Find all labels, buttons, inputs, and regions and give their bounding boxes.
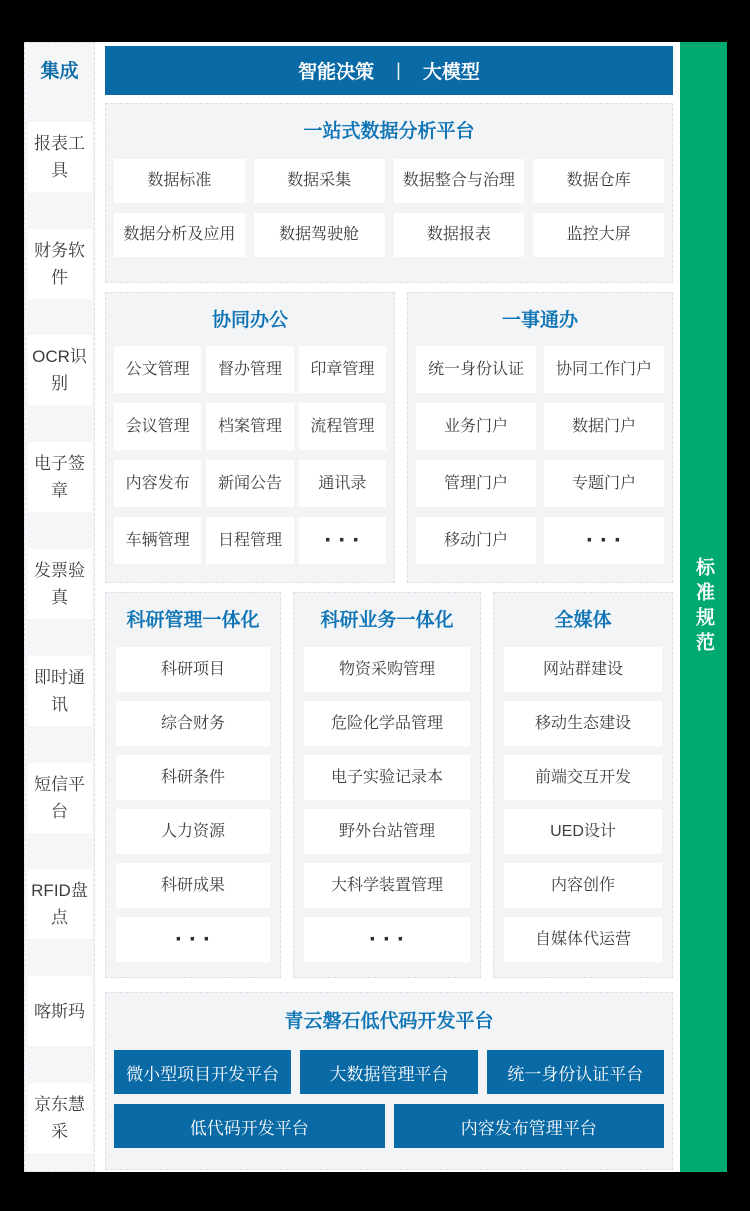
list-item: 网站群建设 <box>504 647 662 692</box>
section-title: 一事通办 <box>501 310 578 331</box>
sidebar-item-kasma: 喀斯玛 <box>28 976 92 1046</box>
item-grid <box>114 159 664 257</box>
sidebar-item-ocr: OCR识别 <box>28 335 92 405</box>
list-item: 危险化学品管理 <box>304 701 470 746</box>
banner-label-large-model: 大模型 <box>422 62 480 83</box>
main-area <box>105 42 673 1172</box>
grid-item: 公文管理 <box>114 346 201 393</box>
section-collaborative-office <box>105 292 395 583</box>
grid-item: 业务门户 <box>416 403 536 450</box>
standards-bar <box>680 42 727 1172</box>
grid-item: 统一身份认证 <box>416 346 536 393</box>
integration-sidebar <box>24 42 95 1172</box>
standards-label: 标准规范 <box>693 557 714 657</box>
section-one-stop-services <box>407 292 673 583</box>
middle-row <box>105 292 673 583</box>
grid-item: 车辆管理 <box>114 517 201 564</box>
lowcode-item: 低代码开发平台 <box>114 1104 385 1148</box>
grid-item: 日程管理 <box>206 517 293 564</box>
sidebar-item-invoice-verify: 发票验真 <box>28 549 92 619</box>
grid-item: 会议管理 <box>114 403 201 450</box>
list-item: 前端交互开发 <box>504 755 662 800</box>
grid-item: 管理门户 <box>416 460 536 507</box>
grid-item: 内容发布 <box>114 460 201 507</box>
list-item: UED设计 <box>504 809 662 854</box>
sidebar-title-integration: 集成 <box>40 61 79 82</box>
grid-item-ellipsis: ··· <box>544 517 664 564</box>
sidebar-item-jd-procurement: 京东慧采 <box>28 1083 92 1153</box>
grid-item: 流程管理 <box>299 403 386 450</box>
grid-item: 新闻公告 <box>206 460 293 507</box>
list-item-ellipsis: ··· <box>304 917 470 962</box>
grid-item: 数据分析及应用 <box>114 213 245 257</box>
list-item: 大科学装置管理 <box>304 863 470 908</box>
banner-divider: | <box>396 60 401 80</box>
lowcode-item: 微小型项目开发平台 <box>114 1050 291 1094</box>
grid-item: 数据标准 <box>114 159 245 203</box>
grid-item: 数据门户 <box>544 403 664 450</box>
sidebar-item-e-signature: 电子签章 <box>28 442 92 512</box>
grid-item: 监控大屏 <box>533 213 664 257</box>
sidebar-item-sms-platform: 短信平台 <box>28 763 92 833</box>
list-item: 内容创作 <box>504 863 662 908</box>
lowcode-row-2 <box>114 1104 664 1148</box>
grid-item: 数据报表 <box>394 213 525 257</box>
grid-item: 移动门户 <box>416 517 536 564</box>
section-title: 一站式数据分析平台 <box>303 121 475 142</box>
top-banner <box>105 46 673 95</box>
section-title: 科研管理一体化 <box>126 610 260 631</box>
lowcode-row-1 <box>114 1050 664 1094</box>
list-item: 移动生态建设 <box>504 701 662 746</box>
grid-item: 督办管理 <box>206 346 293 393</box>
grid-item: 数据驾驶舱 <box>254 213 385 257</box>
lowcode-item: 大数据管理平台 <box>300 1050 477 1094</box>
section-research-management <box>105 592 281 978</box>
sidebar-item-rfid: RFID盘点 <box>28 869 92 939</box>
grid-item: 通讯录 <box>299 460 386 507</box>
list-item: 科研条件 <box>116 755 270 800</box>
list-item: 野外台站管理 <box>304 809 470 854</box>
grid-item: 数据采集 <box>254 159 385 203</box>
item-list <box>304 647 470 962</box>
sidebar-item-finance-software: 财务软件 <box>28 229 92 299</box>
item-grid <box>416 346 664 564</box>
list-item: 综合财务 <box>116 701 270 746</box>
section-omni-media <box>493 592 673 978</box>
grid-item-ellipsis: ··· <box>299 517 386 564</box>
list-item: 科研成果 <box>116 863 270 908</box>
section-title: 协同办公 <box>211 310 288 331</box>
list-item: 物资采购管理 <box>304 647 470 692</box>
grid-item: 档案管理 <box>206 403 293 450</box>
list-item: 人力资源 <box>116 809 270 854</box>
section-title: 科研业务一体化 <box>320 610 454 631</box>
item-list <box>116 647 270 962</box>
lowcode-item: 统一身份认证平台 <box>487 1050 664 1094</box>
list-item: 科研项目 <box>116 647 270 692</box>
list-item: 电子实验记录本 <box>304 755 470 800</box>
section-title: 全媒体 <box>554 610 612 631</box>
lowcode-item: 内容发布管理平台 <box>394 1104 665 1148</box>
grid-item: 印章管理 <box>299 346 386 393</box>
grid-item: 数据仓库 <box>533 159 664 203</box>
list-item: 自媒体代运营 <box>504 917 662 962</box>
research-row <box>105 592 673 978</box>
section-research-business <box>293 592 481 978</box>
list-item-ellipsis: ··· <box>116 917 270 962</box>
content-panel <box>24 42 727 1172</box>
section-title: 青云磐石低代码开发平台 <box>284 1011 494 1032</box>
grid-item: 协同工作门户 <box>544 346 664 393</box>
banner-label-smart-decision: 智能决策 <box>298 62 375 83</box>
grid-item: 数据整合与治理 <box>394 159 525 203</box>
sidebar-item-instant-messaging: 即时通讯 <box>28 656 92 726</box>
section-data-analysis-platform <box>105 103 673 283</box>
sidebar-item-report-tools: 报表工具 <box>28 122 92 192</box>
section-lowcode-platform <box>105 992 673 1170</box>
grid-item: 专题门户 <box>544 460 664 507</box>
item-grid <box>114 346 386 564</box>
item-list <box>504 647 662 962</box>
